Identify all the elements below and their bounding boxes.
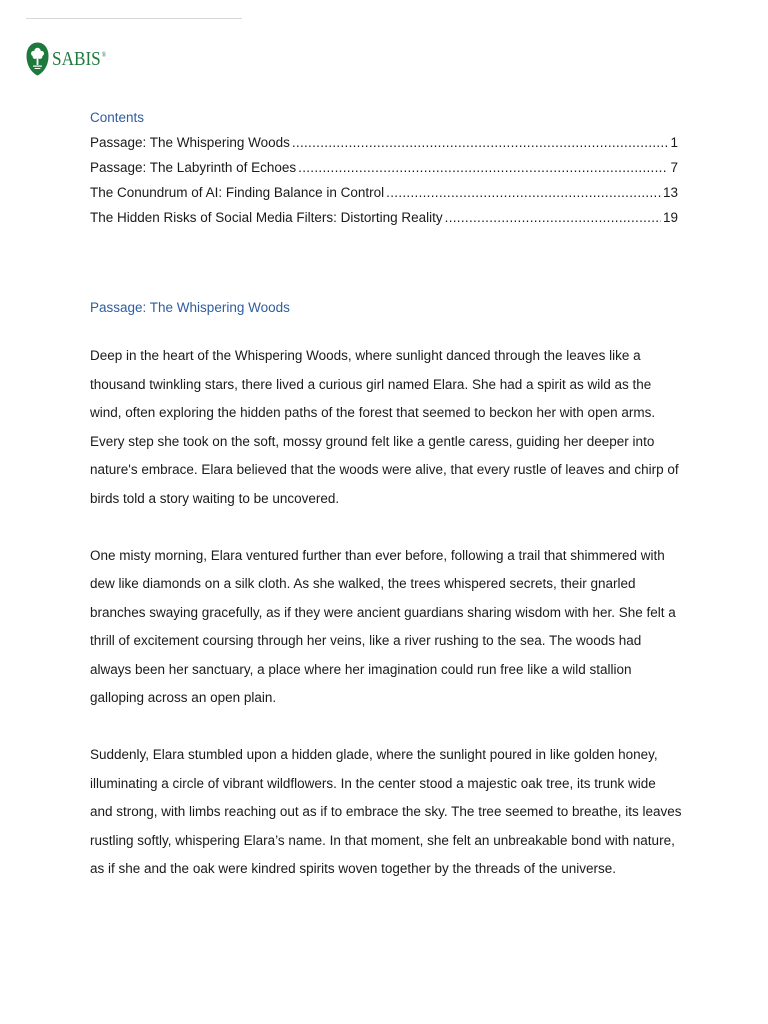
toc-entry-title: The Hidden Risks of Social Media Filters: Distorting Reality <box>90 210 443 225</box>
toc-heading: Contents <box>90 110 145 125</box>
toc-entry[interactable] <box>90 155 678 180</box>
toc-entry-title: Passage: The Labyrinth of Echoes <box>90 160 297 175</box>
header-divider <box>26 18 242 19</box>
toc-entry[interactable] <box>90 180 678 205</box>
paragraph: Deep in the heart of the Whispering Woods, where sunlight danced through the leaves like a thousand twinkling stars, there lived a curious girl named Elara. She had a spirit as wild as the wind, often exploring the hidden paths of the forest that seemed to beckon her with open arms. Every step she took on the soft, mossy ground felt like a gentle caress, guiding her deeper into nature's embrace. Elara believed that the woods were alive, that every rustle of leaves and chirp of birds told a story waiting to be uncovered. <box>90 348 679 506</box>
toc-entry-page: 13 <box>662 185 678 200</box>
toc-entry-page: 19 <box>662 210 678 225</box>
toc-entry[interactable] <box>90 205 678 230</box>
paragraph: One misty morning, Elara ventured further than ever before, following a trail that shimmered with dew like diamonds on a silk cloth. As she walked, the trees whispered secrets, their gnarled branches swaying gracefully, as if they were ancient guardians sharing wisdom with her. She felt a thrill of excitement coursing through her veins, like a river rushing to the sea. The woods had always been her sanctuary, a place where her imagination could run free like a wild stallion galloping across an open plain. <box>90 547 676 705</box>
toc-entry-title: The Conundrum of AI: Finding Balance in Control <box>90 185 385 200</box>
toc-entry-title: Passage: The Whispering Woods <box>90 135 290 150</box>
paragraph: Suddenly, Elara stumbled upon a hidden glade, where the sunlight poured in like golden honey, illuminating a circle of vibrant wildflowers. In the center stood a majestic oak tree, its trunk wide and strong, with limbs reaching out as if to embrace the sky. The tree seemed to breathe, its leaves rustling softly, whispering Elara’s name. In that moment, she felt an unbreakable bond with nature, as if she and the oak were kindred spirits woven together by the threads of the universe. <box>90 747 682 876</box>
toc-entry-page: 7 <box>670 160 678 175</box>
table-of-contents <box>90 109 678 230</box>
toc-dot-leader <box>386 180 661 205</box>
tree-emblem-icon <box>26 42 49 76</box>
section-heading: Passage: The Whispering Woods <box>90 300 290 315</box>
toc-entry[interactable] <box>90 130 678 155</box>
passage-body <box>90 342 682 912</box>
toc-dot-leader <box>298 155 668 180</box>
toc-dot-leader <box>292 130 669 155</box>
toc-entry-page: 1 <box>670 135 678 150</box>
sabis-logo <box>26 41 115 77</box>
toc-dot-leader <box>445 205 661 230</box>
logo-wordmark: SABIS® <box>52 47 107 70</box>
